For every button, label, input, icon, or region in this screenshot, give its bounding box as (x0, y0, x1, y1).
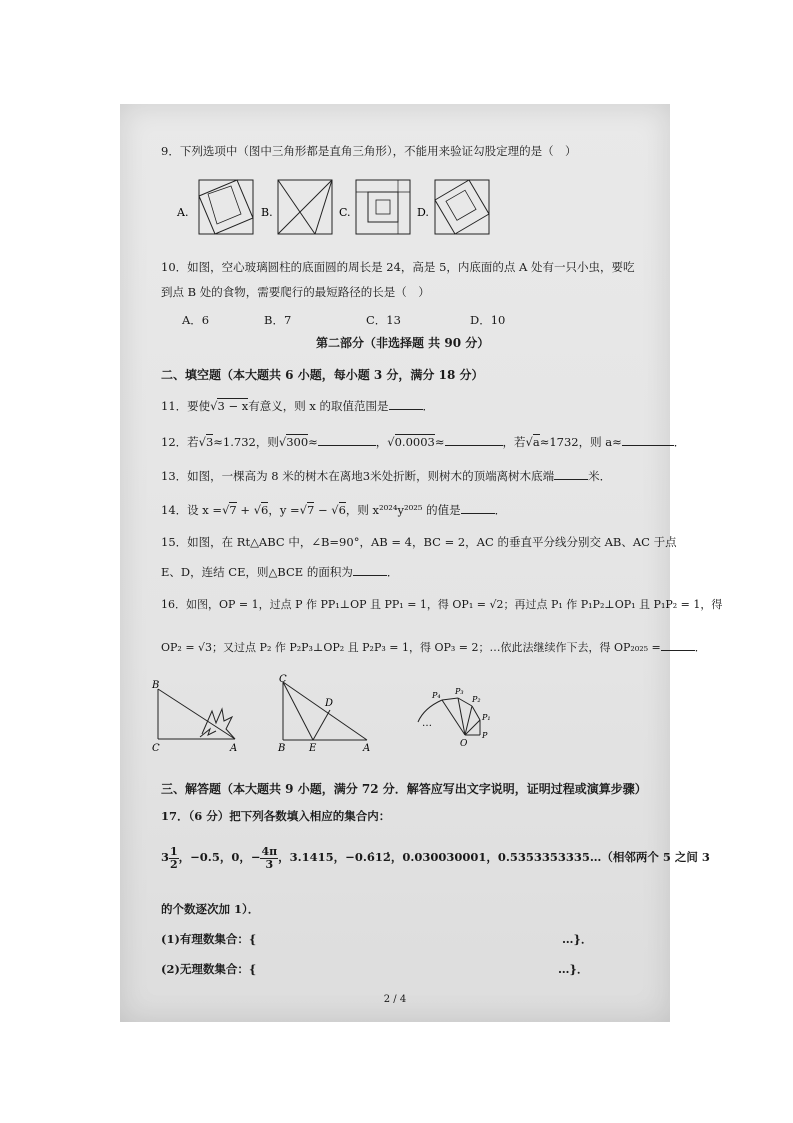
q11-post: 有意义，则 x 的取值范围是 (248, 399, 389, 413)
q17-set-irrational: (2)无理数集合：{ (161, 962, 257, 976)
svg-text:C: C (279, 674, 287, 685)
q12: 12．若√3≈1.732，则√300≈ ，√0.0003≈ ，若√a≈1732，则 a≈ ． (161, 435, 686, 449)
q17-set-rational-end: …}． (562, 932, 593, 946)
figure-broken-tree (150, 679, 245, 754)
svg-text:P₁: P₁ (482, 713, 491, 722)
q12-blank-2[interactable] (445, 434, 503, 446)
q14-answer-blank[interactable] (461, 502, 495, 514)
q13-answer-blank[interactable] (554, 468, 588, 480)
svg-text:A: A (230, 743, 238, 754)
q11-answer-blank[interactable] (389, 398, 423, 410)
q13: 13．如图，一棵高为 8 米的树木在离地3米处折断，则树木的顶端离树木底端 米． (161, 469, 612, 483)
q11: 11．要使√3 − x有意义，则 x 的取值范围是 ． (161, 399, 435, 413)
q11-radicand: 3 − x (217, 399, 249, 413)
svg-text:B: B (152, 680, 160, 691)
q9-option-c: C. (339, 206, 351, 219)
svg-text:B: B (278, 743, 286, 754)
svg-text:D: D (325, 698, 334, 709)
svg-text:E: E (309, 743, 317, 754)
svg-text:A: A (363, 743, 371, 754)
q17-line-3: 的个数逐次加 1）． (161, 902, 260, 916)
figure-triangle-bisector (275, 674, 375, 754)
q15-answer-blank[interactable] (353, 564, 387, 576)
q10-option-c: C．13 (366, 313, 401, 327)
q9-stem: 9．下列选项中（图中三角形都是直角三角形），不能用来验证勾股定理的是（ ） (161, 144, 577, 158)
q17-set-rational: (1)有理数集合：{ (161, 932, 257, 946)
q10-stem-1: 10．如图，空心玻璃圆柱的底面圆的周长是 24，高是 5，内底面的点 A 处有一只小虫，要吃 (161, 260, 635, 274)
q17-number-list: 3 $\frac{1}{2}$ ，−0.5，0，− $\frac{4\pi}{3}$ ，3.1415，−0.6̇12̇，0.030030001，0.5353353335…（相邻两个 5 之间 3 (161, 844, 710, 871)
q12-blank-3[interactable] (622, 434, 674, 446)
q14: 14．设 x =√7 + √6，y =√7 − √6，则 x²⁰²⁴y²⁰²⁵ 的值是 ． (161, 503, 507, 517)
q10-option-a: A．6 (182, 313, 210, 327)
q16-line-2: OP₂ = √3；又过点 P₂ 作 P₂P₃⊥OP₂ 且 P₂P₃ = 1，得 OP₃ = 2；…依此法继续作下去，得 OP₂₀₂₅ = ． (161, 641, 706, 654)
q9-option-b: B. (261, 206, 273, 219)
q17-set-irrational-end: …}． (558, 962, 589, 976)
q10-option-b: B．7 (264, 313, 292, 327)
part-two-title: 第二部分（非选择题 共 90 分） (316, 336, 490, 350)
q9-option-d: D. (417, 206, 429, 219)
svg-text:P₃: P₃ (455, 687, 464, 696)
section-fill-blank-title: 二、填空题（本大题共 6 小题，每小题 3 分，满分 18 分） (161, 368, 484, 382)
q9-figures (175, 174, 505, 244)
q11-pre: 11．要使 (161, 399, 211, 413)
q15-line-1: 15．如图，在 Rt△ABC 中，∠B=90°，AB = 4，BC = 2，AC 的垂直平分线分别交 AB、AC 于点 (161, 535, 677, 549)
svg-text:C: C (152, 743, 160, 754)
q9-option-a: A. (177, 206, 189, 219)
svg-text:…: … (422, 718, 432, 729)
q10-stem-2: 到点 B 处的食物，需要爬行的最短路径的长是（ ） (161, 285, 430, 299)
section-solve-title: 三、解答题（本大题共 9 小题，满分 72 分．解答应写出文字说明，证明过程或演算步骤） (161, 782, 647, 796)
svg-text:P: P (482, 731, 488, 740)
exam-page (120, 104, 723, 1022)
svg-text:P₄: P₄ (432, 691, 441, 700)
q16-answer-blank[interactable] (661, 639, 695, 651)
q12-blank-1[interactable] (318, 434, 376, 446)
figure-spiral (410, 672, 510, 752)
q15-line-2: E、D，连结 CE，则△BCE 的面积为 ． (161, 565, 399, 579)
q17-stem: 17．（6 分）把下列各数填入相应的集合内： (161, 809, 391, 823)
q10-option-d: D．10 (470, 313, 506, 327)
svg-text:P₂: P₂ (472, 695, 481, 704)
page-number: 2 / 4 (383, 994, 407, 1005)
svg-text:O: O (460, 739, 468, 749)
q16-line-1: 16．如图，OP = 1，过点 P 作 PP₁⊥OP 且 PP₁ = 1，得 OP₁ = √2；再过点 P₁ 作 P₁P₂⊥OP₁ 且 P₁P₂ = 1，得 (161, 598, 723, 611)
